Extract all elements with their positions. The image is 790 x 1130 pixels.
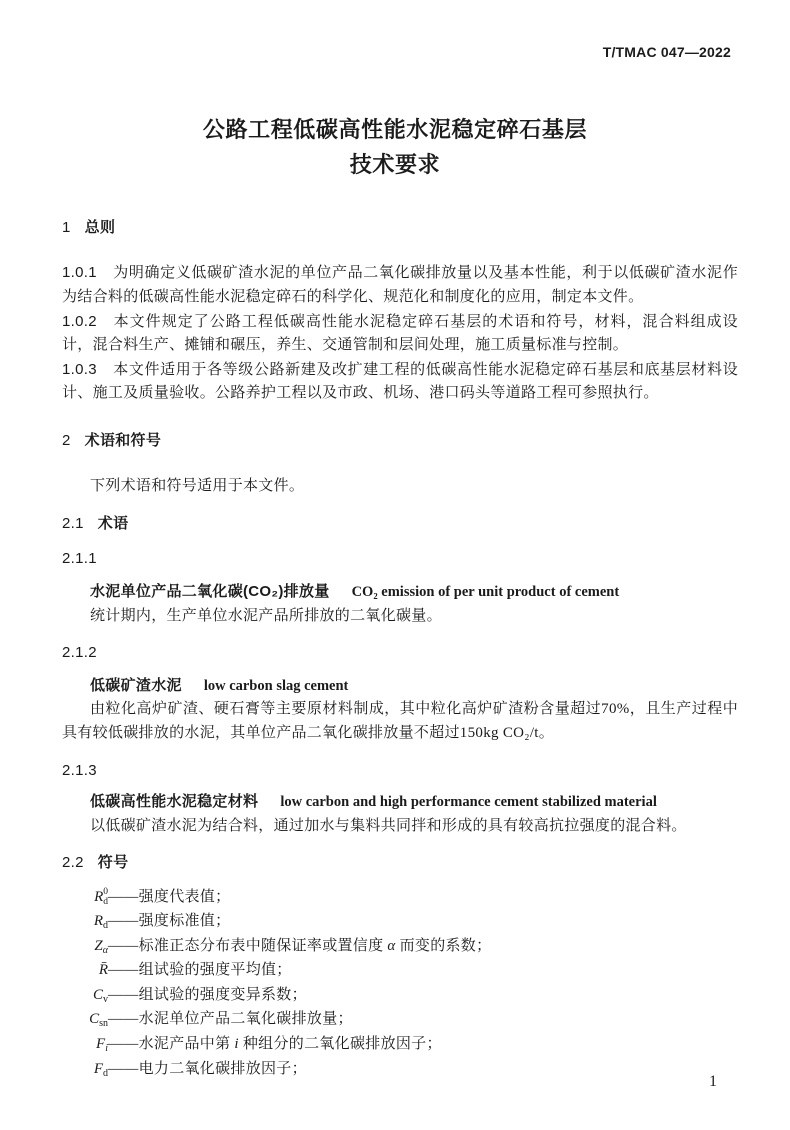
terms-heading [62,512,738,537]
symbol-row [62,1057,738,1082]
symbol-row [62,1007,738,1032]
symbol-description: ——组试验的强度变异系数； [108,986,307,1003]
term-chinese: 低碳高性能水泥稳定材料 [90,793,259,810]
symbol-superscript: 0 [103,886,108,897]
clause-text: 为明确定义低碳矿渣水泥的单位产品二氧化碳排放量以及基本性能，利于以低碳矿渣水泥作为结合料的低碳高性能水泥稳定碎石的科学化、规范化和制度化的应用，制定本文件。 [62,265,738,305]
term-chinese: 低碳矿渣水泥 [90,676,182,694]
symbol-description: ——电力二氧化碳排放因子； [108,1060,307,1077]
symbol-letter: C [92,986,103,1003]
clause-text: 本文件适用于各等级公路新建及改扩建工程的低碳高性能水泥稳定碎石基层和底基层材料设计、施工及质量验收。公路养护工程以及市政、机场、港口码头等道路工程可参照执行。 [62,361,738,401]
symbol-letter: R̄ [98,962,108,979]
symbol-description: ——水泥单位产品二氧化碳排放量； [108,1011,353,1028]
symbol-description: ——标准正态分布表中随保证率或置信度 [108,937,384,954]
symbol-description-end: 而变的系数； [399,937,492,954]
symbol-variable: α [387,937,396,954]
clause-text: 本文件规定了公路工程低碳高性能水泥稳定碎石基层的术语和符号，材料，混合料组成设计，混合料生产、摊铺和碾压，养生、交通管制和层间处理，施工质量标准与控制。 [62,313,738,353]
section-2-intro: 下列术语和符号适用于本文件。 [90,477,305,494]
symbol-subscript: d [103,920,108,932]
symbol-description: ——组试验的强度平均值； [108,962,292,979]
symbol-subscript: d [103,896,108,907]
title-line-1: 公路工程低碳高性能水泥稳定碎石基层 [202,117,588,142]
symbol-row [62,983,738,1008]
symbol-row [62,934,738,959]
symbol [86,958,108,983]
term-english: CO₂ emission of per unit product of cement [351,583,620,600]
term-entry [62,674,738,699]
clause-number: 1.0.3 [62,360,97,378]
clause-number: 1.0.2 [62,312,97,330]
symbol-letter: Z [94,937,103,954]
subsection-number: 2.2 [62,854,84,871]
symbol-list [62,885,738,1082]
symbol-row [62,958,738,983]
section-title: 总则 [84,219,116,236]
term-definition: 统计期内，生产单位水泥产品所排放的二氧化碳量。 [90,607,442,624]
term-entry [62,790,738,815]
symbols-heading [62,851,738,876]
symbol-variable: i [234,1036,239,1053]
symbol-description: ——强度代表值； [108,888,231,905]
section-title: 术语和符号 [84,431,162,449]
term-english: low carbon and high performance cement stabilized material [280,794,657,810]
symbol-letter: C [89,1011,100,1028]
symbol-subscript: i [105,1043,108,1055]
section-number: 1 [62,219,71,236]
symbol-row [62,1032,738,1057]
symbol-description-end: 种组分的二氧化碳排放因子； [242,1036,442,1053]
section-2-heading [62,429,738,454]
clause-1-0-1 [62,261,738,309]
symbol-letter: R [94,888,104,905]
symbol-letter: F [93,1060,103,1077]
term-entry [62,580,738,605]
subsection-number: 2.1 [62,514,84,532]
term-definition: 由粒化高炉矿渣、硬石膏等主要原材料制成，其中粒化高炉矿渣粉含量超过70%，且生产过程中具有较低碳排放的水泥，其单位产品二氧化碳排放量不超过150kg CO₂/t。 [62,701,738,741]
term-number: 2.1.1 [62,549,97,567]
clause-1-0-3 [62,358,738,406]
symbol-row [62,909,738,934]
document-title [0,112,790,182]
symbol [86,885,108,910]
page-number: 1 [709,1073,717,1090]
clause-1-0-2 [62,310,738,358]
term-chinese: 水泥单位产品二氧化碳(CO₂)排放量 [90,582,330,600]
section-number: 2 [62,431,71,449]
symbol-row [62,885,738,910]
title-line-2: 技术要求 [349,152,441,177]
symbol-subscript: sn [99,1018,108,1030]
term-number: 2.1.2 [62,643,97,661]
symbol-letter: R [93,913,103,930]
document-code: T/TMAC 047—2022 [602,44,731,60]
section-1-heading [62,216,738,241]
symbol-letter: F [96,1036,106,1053]
term-definition: 以低碳矿渣水泥为结合料，通过加水与集料共同拌和形成的具有较高抗拉强度的混合料。 [90,818,687,834]
symbol-subscript: d [103,1067,108,1079]
symbol-description: ——强度标准值； [108,913,231,930]
subsection-title: 术语 [97,514,129,532]
term-number: 2.1.3 [62,762,97,779]
term-english: low carbon slag cement [203,677,349,694]
symbol-description: ——水泥产品中第 [108,1036,231,1053]
clause-number: 1.0.1 [62,264,97,281]
symbol-subscript: v [103,993,108,1005]
symbol [86,1057,108,1087]
subsection-title: 符号 [97,854,129,871]
document-body [62,216,738,1081]
symbol-subscript: α [102,944,108,956]
